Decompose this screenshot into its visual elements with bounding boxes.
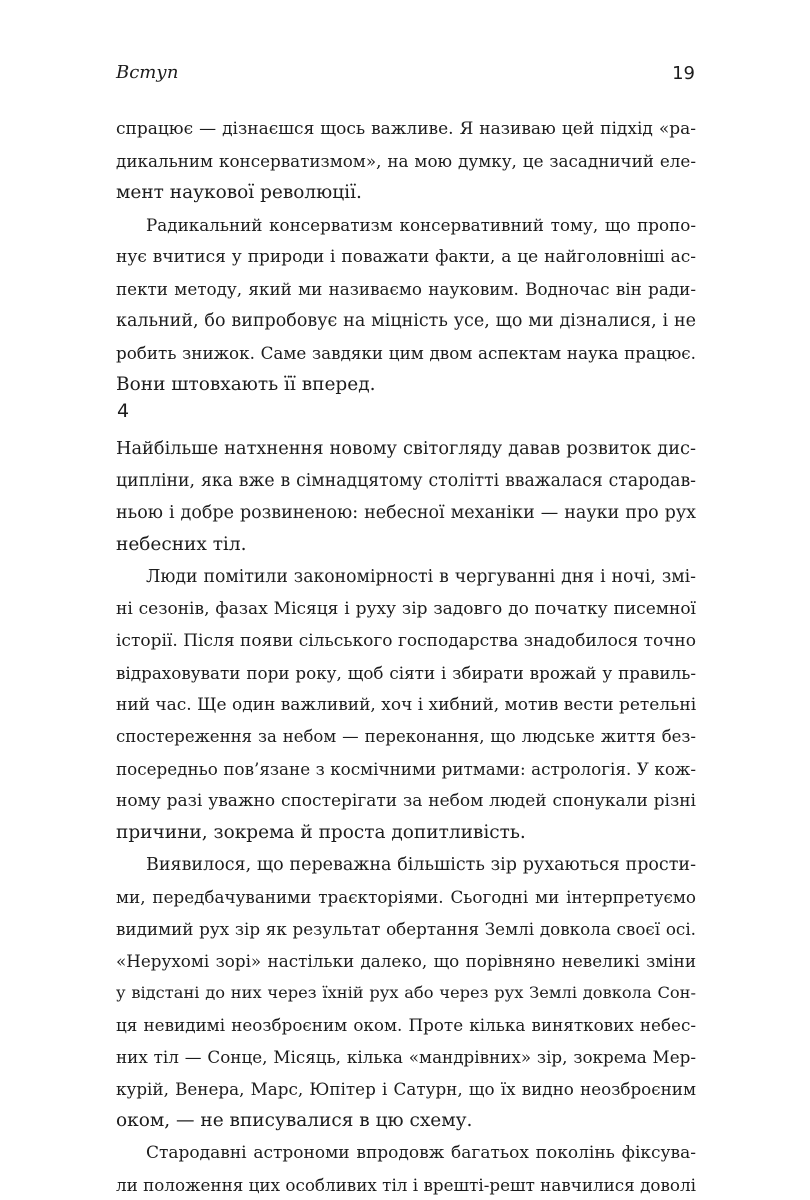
text-line: історії. Після появи сільського господарства знадобилося точно xyxy=(116,631,696,651)
text-line: у відстані до них через їхній рух або через рух Землі довкола Сон- xyxy=(116,983,696,1002)
text-line: Найбільше натхнення новому світогляду давав розвиток дис- xyxy=(116,439,696,459)
text-line: ні сезонів, фазах Місяця і руху зір задовго до початку писемної xyxy=(116,599,696,619)
text-line: пекти методу, який ми називаємо науковим. Водночас він ради- xyxy=(116,279,696,299)
page-number: 19 xyxy=(672,63,695,84)
text-line: Люди помітили закономірності в чергуванні дня і ночі, змі- xyxy=(146,567,696,587)
text-line: ципліни, яка вже в сімнадцятому столітті вважалася стародав- xyxy=(116,471,696,491)
text-line: спостереження за небом — переконання, що людське життя без- xyxy=(116,727,696,746)
text-line: видимий рух зір як результат обертання Землі довкола своєї осі. xyxy=(116,919,696,939)
text-line: Радикальний консерватизм консервативний тому, що пропо- xyxy=(146,215,696,235)
text-line: ньою і добре розвиненою: небесної механіки — науки про рух xyxy=(116,503,696,523)
text-line: курій, Венера, Марс, Юпітер і Сатурн, що їх видно неозброєним xyxy=(116,1079,696,1099)
text-line: оком, — не вписувалися в цю схему. xyxy=(116,1110,473,1131)
text-line: причини, зокрема й проста допитливість. xyxy=(116,822,526,843)
text-line: мент наукової революції. xyxy=(116,182,362,203)
text-line: робить знижок. Саме завдяки цим двом аспектам наука працює. xyxy=(116,343,696,363)
text-line: спрацює — дізнаєшся щось важливе. Я називаю цей підхід «ра- xyxy=(116,119,696,139)
text-line: ному разі уважно спостерігати за небом людей спонукали різні xyxy=(116,791,696,811)
text-line: «Нерухомі зорі» настільки далеко, що порівняно невеликі зміни xyxy=(116,951,696,971)
text-line: Стародавні астрономи впродовж багатьох поколінь фіксува- xyxy=(146,1143,696,1163)
text-line: ми, передбачуваними траєкторіями. Сьогодні ми інтерпретуємо xyxy=(116,887,696,907)
text-line: ний час. Ще один важливий, хоч і хибний, мотив вести ретельні xyxy=(116,695,697,715)
text-line: посередньо пов’язане з космічними ритмами: астрологія. У кож- xyxy=(116,759,696,779)
text-line: відраховувати пори року, щоб сіяти і збирати врожай у правиль- xyxy=(116,663,696,683)
text-line: Вони штовхають її вперед. xyxy=(116,374,376,395)
text-line: ли положення цих особливих тіл і врешті-решт навчилися доволі xyxy=(116,1175,696,1195)
text-line: Виявилося, що переважна більшість зір рухаються прости- xyxy=(146,855,696,875)
running-head: Вступ xyxy=(116,62,179,83)
text-line: дикальним консерватизмом», на мою думку, це засадничий еле- xyxy=(116,151,696,171)
section-number: 4 xyxy=(117,400,130,422)
text-line: небесних тіл. xyxy=(116,534,247,555)
text-line: них тіл — Сонце, Місяць, кілька «мандрівних» зір, зокрема Мер- xyxy=(116,1047,696,1067)
text-line: ця невидимі неозброєним оком. Проте кілька виняткових небес- xyxy=(116,1015,696,1035)
text-line: нує вчитися у природи і поважати факти, а це найголовніші ас- xyxy=(116,247,696,267)
text-line: кальний, бо випробовує на міцність усе, що ми дізналися, і не xyxy=(116,311,696,331)
